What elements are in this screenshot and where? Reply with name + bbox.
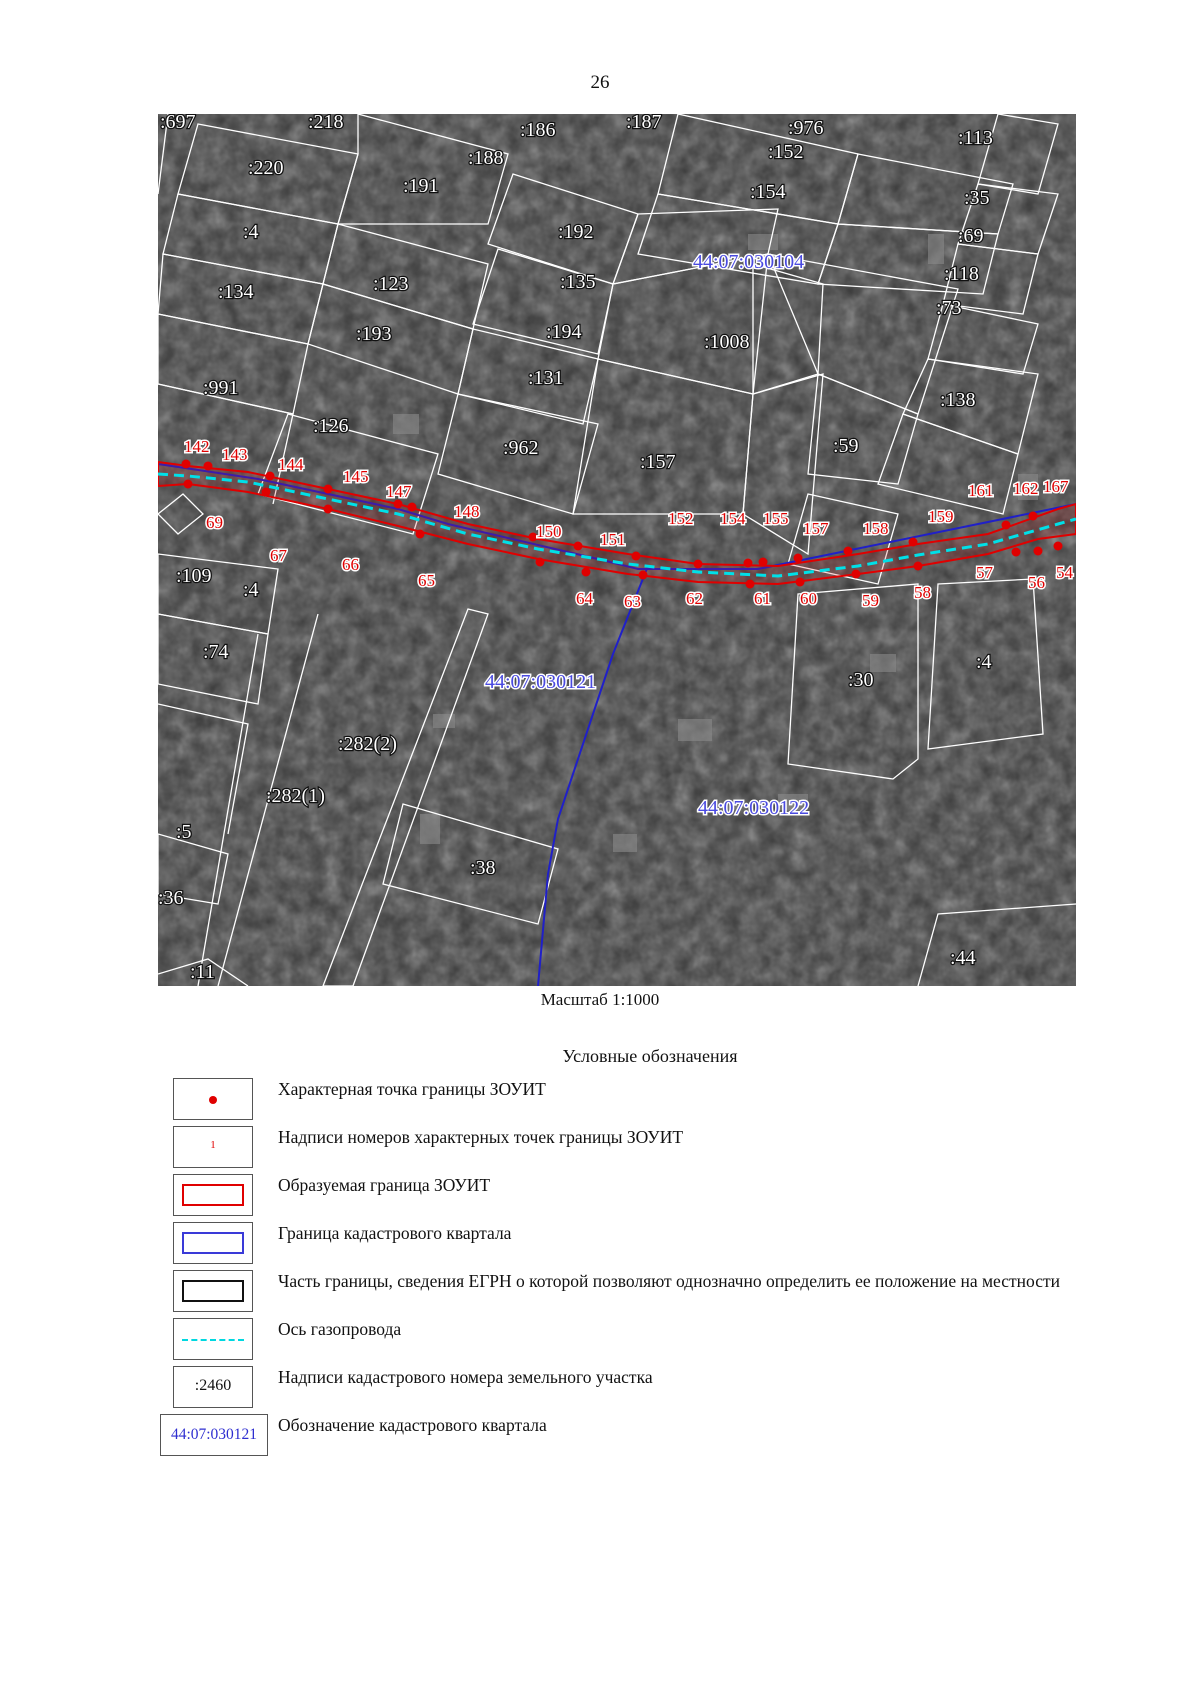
point-label: 64 [576, 589, 593, 608]
parcel-label: :4 [976, 651, 992, 673]
legend-label: Надписи номеров характерных точек границы ЗОУИТ [278, 1127, 684, 1147]
point-label: 167 [1043, 477, 1069, 496]
point-label: 161 [968, 481, 994, 500]
map-scale: Масштаб 1:1000 [540, 990, 660, 1009]
point-label: 155 [763, 509, 789, 528]
point-label: 158 [863, 519, 889, 538]
point-label: 154 [720, 509, 746, 528]
legend-item [158, 1172, 1078, 1220]
legend-item [158, 1268, 1078, 1316]
point-label: 67 [270, 546, 287, 565]
legend-swatch [173, 1174, 253, 1216]
legend-item [158, 1220, 1078, 1268]
point-label: 54 [1056, 563, 1073, 582]
parcel-label: :220 [248, 157, 284, 179]
parcel-label: :1008 [704, 331, 750, 353]
point-label: 59 [862, 591, 879, 610]
parcel-label: :5 [176, 821, 192, 843]
legend-label: Надписи кадастрового номера земельного участка [278, 1367, 653, 1387]
point-label: 66 [342, 555, 359, 574]
cadastral-map [158, 114, 1076, 986]
legend-item [158, 1076, 1078, 1124]
legend-swatch [173, 1078, 253, 1120]
legend-title: Условные обозначения [562, 1046, 738, 1066]
point-label: 58 [914, 583, 931, 602]
point-label: 151 [600, 530, 626, 549]
legend-label: Часть границы, сведения ЕГРН о которой позволяют однозначно определить ее положение на местности [278, 1271, 1061, 1291]
quarter-label: 44:07:030122 [698, 797, 810, 819]
legend-swatch [173, 1126, 253, 1168]
point-label: 159 [928, 507, 954, 526]
parcel-number-sample: :2460 [194, 1377, 232, 1394]
parcel-label: :30 [848, 669, 874, 691]
parcel-label: :152 [768, 141, 804, 163]
parcel-label: :109 [176, 565, 212, 587]
parcel-label: :697 [160, 114, 196, 133]
parcel-label: :991 [203, 377, 239, 399]
parcel-label: :11 [190, 961, 215, 983]
parcel-label: :36 [158, 887, 184, 909]
legend-label: Граница кадастрового квартала [278, 1223, 512, 1243]
point-label: 62 [686, 589, 703, 608]
parcel-label: :118 [944, 263, 979, 285]
legend-label: Обозначение кадастрового квартала [278, 1415, 547, 1435]
parcel-label: :157 [640, 451, 676, 473]
point-label: 152 [668, 509, 694, 528]
parcel-label: :73 [936, 297, 962, 319]
parcel-label: :59 [833, 435, 859, 457]
parcel-label: :138 [940, 389, 976, 411]
parcel-label: :962 [503, 437, 539, 459]
legend-item [158, 1364, 1078, 1412]
point-label: 145 [343, 467, 369, 486]
parcel-label: :4 [243, 221, 259, 243]
legend [158, 1076, 1078, 1460]
legend-swatch [173, 1270, 253, 1312]
point-label: 56 [1028, 573, 1045, 592]
parcel-label: :134 [218, 281, 254, 303]
parcel-label: :194 [546, 321, 582, 343]
point-label: 148 [454, 502, 480, 521]
point-label: 157 [803, 519, 829, 538]
legend-item [158, 1124, 1078, 1172]
legend-item [158, 1316, 1078, 1364]
parcel-label: :4 [243, 579, 259, 601]
point-label: 142 [184, 437, 210, 456]
quarter-label: 44:07:030121 [485, 671, 597, 693]
point-label: 65 [418, 571, 435, 590]
point-label: 63 [624, 592, 641, 611]
point-label: 147 [386, 482, 412, 501]
quarter-number-sample: 44:07:030121 [170, 1426, 258, 1443]
parcel-label: :282(1) [266, 785, 325, 807]
point-label: 57 [976, 563, 993, 582]
point-label: 69 [206, 513, 223, 532]
parcel-label: :192 [558, 221, 594, 243]
legend-label: Образуемая граница ЗОУИТ [278, 1175, 491, 1195]
point-number-sample: 1 [210, 1139, 216, 1151]
legend-swatch [160, 1414, 268, 1456]
point-label: 162 [1013, 479, 1039, 498]
parcel-label: :282(2) [338, 733, 397, 755]
parcel-label: :74 [203, 641, 229, 663]
page-number: 26 [590, 72, 610, 93]
legend-swatch [173, 1318, 253, 1360]
dashed-line-icon [182, 1339, 244, 1341]
parcel-label: :126 [313, 415, 349, 437]
parcel-label: :135 [560, 271, 596, 293]
black-boundary-icon [182, 1280, 244, 1302]
point-dot-icon [209, 1096, 217, 1104]
parcel-label: :123 [373, 273, 409, 295]
parcel-label: :187 [626, 114, 662, 133]
parcel-label: :218 [308, 114, 344, 133]
parcel-label: :38 [470, 857, 496, 879]
legend-label: Ось газопровода [278, 1319, 402, 1339]
red-boundary-icon [182, 1184, 244, 1206]
parcel-label: :44 [950, 947, 976, 969]
parcel-label: :976 [788, 117, 824, 139]
parcel-label: :188 [468, 147, 504, 169]
parcel-label: :154 [750, 181, 786, 203]
point-label: 150 [536, 522, 562, 541]
parcel-label: :131 [528, 367, 564, 389]
legend-item [158, 1412, 1078, 1460]
parcel-label: :113 [958, 127, 993, 149]
quarter-label: 44:07:030104 [693, 251, 805, 273]
parcel-label: :35 [964, 187, 990, 209]
point-label: 61 [754, 589, 771, 608]
point-label: 143 [222, 445, 248, 464]
point-label: 144 [278, 455, 304, 474]
legend-swatch [173, 1222, 253, 1264]
legend-swatch [173, 1366, 253, 1408]
parcel-label: :69 [958, 225, 984, 247]
point-label: 60 [800, 589, 817, 608]
parcel-label: :193 [356, 323, 392, 345]
parcel-label: :186 [520, 119, 556, 141]
parcel-label: :191 [403, 175, 439, 197]
legend-label: Характерная точка границы ЗОУИТ [278, 1079, 546, 1099]
blue-boundary-icon [182, 1232, 244, 1254]
